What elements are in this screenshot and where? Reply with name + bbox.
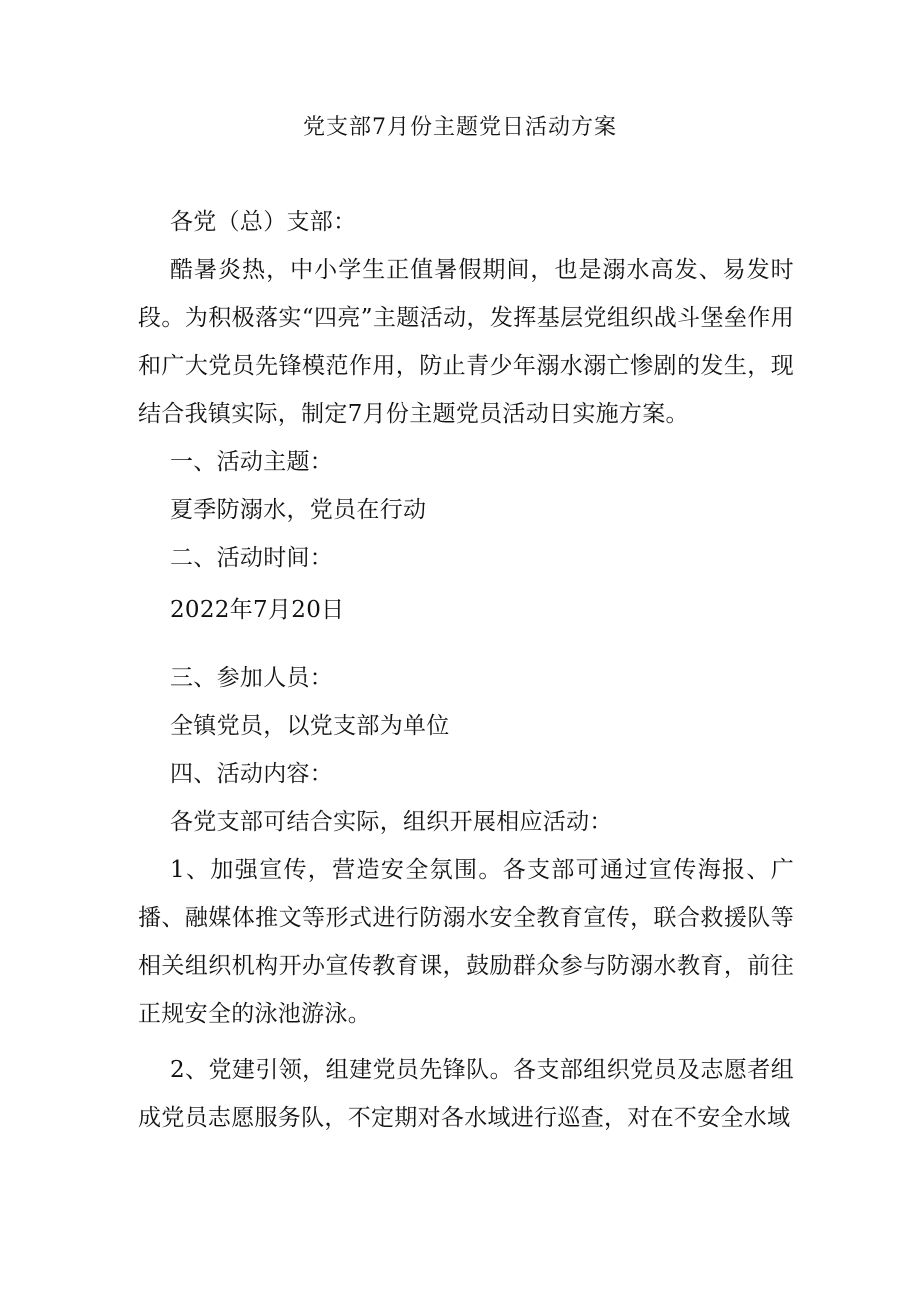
content-heading: 四、活动内容： bbox=[170, 761, 334, 787]
participants-text: 全镇党员，以党支部为单位 bbox=[170, 713, 450, 739]
participants-heading: 三、参加人员： bbox=[170, 665, 334, 691]
document-title: 党支部7月份主题党日活动方案 bbox=[303, 115, 617, 140]
content-intro: 各党支部可结合实际，组织开展相应活动： bbox=[170, 809, 613, 835]
time-heading: 二、活动时间： bbox=[170, 545, 334, 571]
intro-paragraph: 酷暑炎热，中小学生正值暑假期间，也是溺水高发、易发时段。为积极落实“四亮”主题活动，发挥基层党组织战斗堡垒作用和广大党员先锋模范作用，防止青少年溺水溺亡惨剧的发生，现结合我镇实际，制定7月份主题党员活动日实施方案。 bbox=[138, 257, 794, 427]
item-1-paragraph: 1、加强宣传，营造安全氛围。各支部可通过宣传海报、广播、融媒体推文等形式进行防溺水安全教育宣传，联合救援队等相关组织机构开办宣传教育课，鼓励群众参与防溺水教育，前往正规安全的泳池游泳。 bbox=[138, 857, 794, 1027]
theme-heading: 一、活动主题： bbox=[170, 449, 334, 475]
time-text: 2022年7月20日 bbox=[170, 597, 345, 623]
item-2-paragraph: 2、党建引领，组建党员先锋队。各支部组织党员及志愿者组成党员志愿服务队，不定期对各水域进行巡查，对在不安全水域 bbox=[138, 1057, 794, 1131]
salutation: 各党（总）支部： bbox=[170, 209, 357, 235]
theme-text: 夏季防溺水，党员在行动 bbox=[170, 497, 427, 523]
